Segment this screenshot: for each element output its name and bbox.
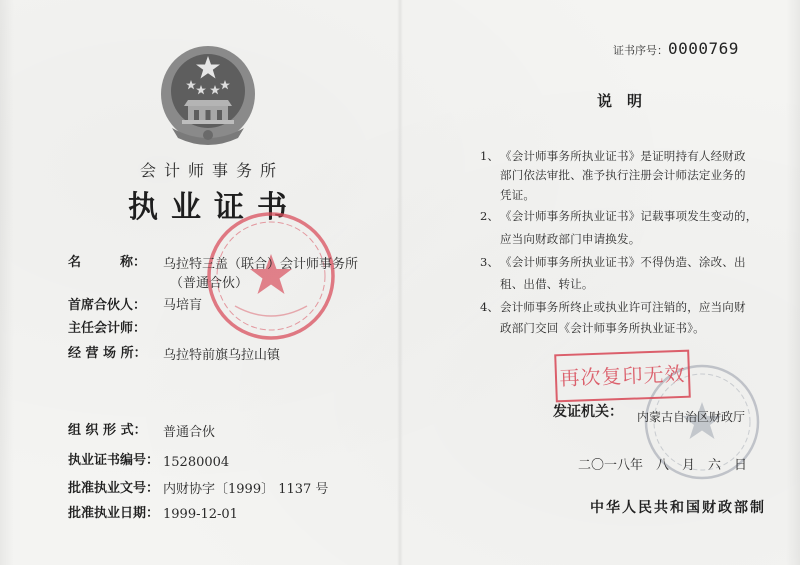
- field-value-certificate-number: 15280004: [163, 455, 230, 470]
- scan-edge-left: [0, 0, 14, 565]
- issuer-name: 内蒙古自治区财政厅: [637, 410, 746, 424]
- maker-note: 中华人民共和国财政部制: [590, 500, 766, 516]
- field-label-approval-document: 批准执业文号：: [68, 481, 160, 496]
- note-line: 部门依法审批、准予执行注册会计师法定业务的: [500, 168, 746, 182]
- field-value-approval-document: 内财协字〔1999〕 1137 号: [163, 482, 329, 497]
- issuer-label: 发证机关：: [553, 404, 623, 420]
- note-line: 政部门交回《会计师事务所执业证书》。: [500, 321, 705, 335]
- field-label-name: 名 称：: [68, 255, 147, 270]
- serial-number: 0000769: [668, 39, 739, 58]
- note-line: 《会计师事务所执业证书》是证明持有人经财政: [500, 149, 746, 163]
- note-line: 会计师事务所终止或执业许可注销的，应当向财: [500, 300, 746, 314]
- issue-date: 二〇一八年 八 月 六 日: [578, 458, 748, 473]
- field-label-business-address: 经 营 场 所：: [68, 346, 147, 361]
- no-copy-stamp: 再次复印无效: [554, 350, 691, 403]
- field-value-chief-partner: 马培肓: [163, 298, 203, 313]
- note-line: 凭证。: [500, 188, 536, 202]
- scan-edge-right: [786, 0, 800, 565]
- center-fold: [397, 0, 403, 565]
- field-label-certificate-number: 执业证书编号：: [68, 453, 160, 468]
- note-number: 3、: [480, 255, 499, 269]
- field-value-name: 乌拉特三盖（联合）会计师事务所: [163, 257, 359, 272]
- note-line: 《会计师事务所执业证书》不得伪造、涂改、出: [500, 255, 746, 269]
- note-line: 《会计师事务所执业证书》记载事项发生变动的，: [500, 209, 758, 223]
- national-emblem-icon: [158, 44, 258, 146]
- note-line: 租、出借、转让。: [500, 277, 594, 291]
- field-value-business-address: 乌拉特前旗乌拉山镇: [163, 348, 281, 363]
- field-label-chief-partner: 首席合伙人：: [68, 298, 147, 313]
- field-value-approval-date: 1999-12-01: [163, 507, 238, 522]
- field-label-approval-date: 批准执业日期：: [68, 506, 160, 521]
- note-number: 1、: [480, 149, 499, 163]
- note-number: 2、: [480, 209, 499, 223]
- notes-heading: 说 明: [597, 92, 643, 110]
- field-label-organization-form: 组 织 形 式：: [68, 423, 147, 438]
- note-line: 应当向财政部门申请换发。: [500, 232, 641, 246]
- field-label-chief-accountant: 主任会计师：: [68, 321, 147, 336]
- serial-label: 证书序号：: [613, 44, 668, 57]
- certificate-title: 执业证书: [128, 190, 300, 225]
- field-value-name-line2: （普通合伙）: [170, 276, 249, 291]
- note-number: 4、: [480, 300, 499, 314]
- firm-type-subtitle: 会计师事务所: [140, 161, 285, 180]
- field-value-organization-form: 普通合伙: [163, 425, 216, 440]
